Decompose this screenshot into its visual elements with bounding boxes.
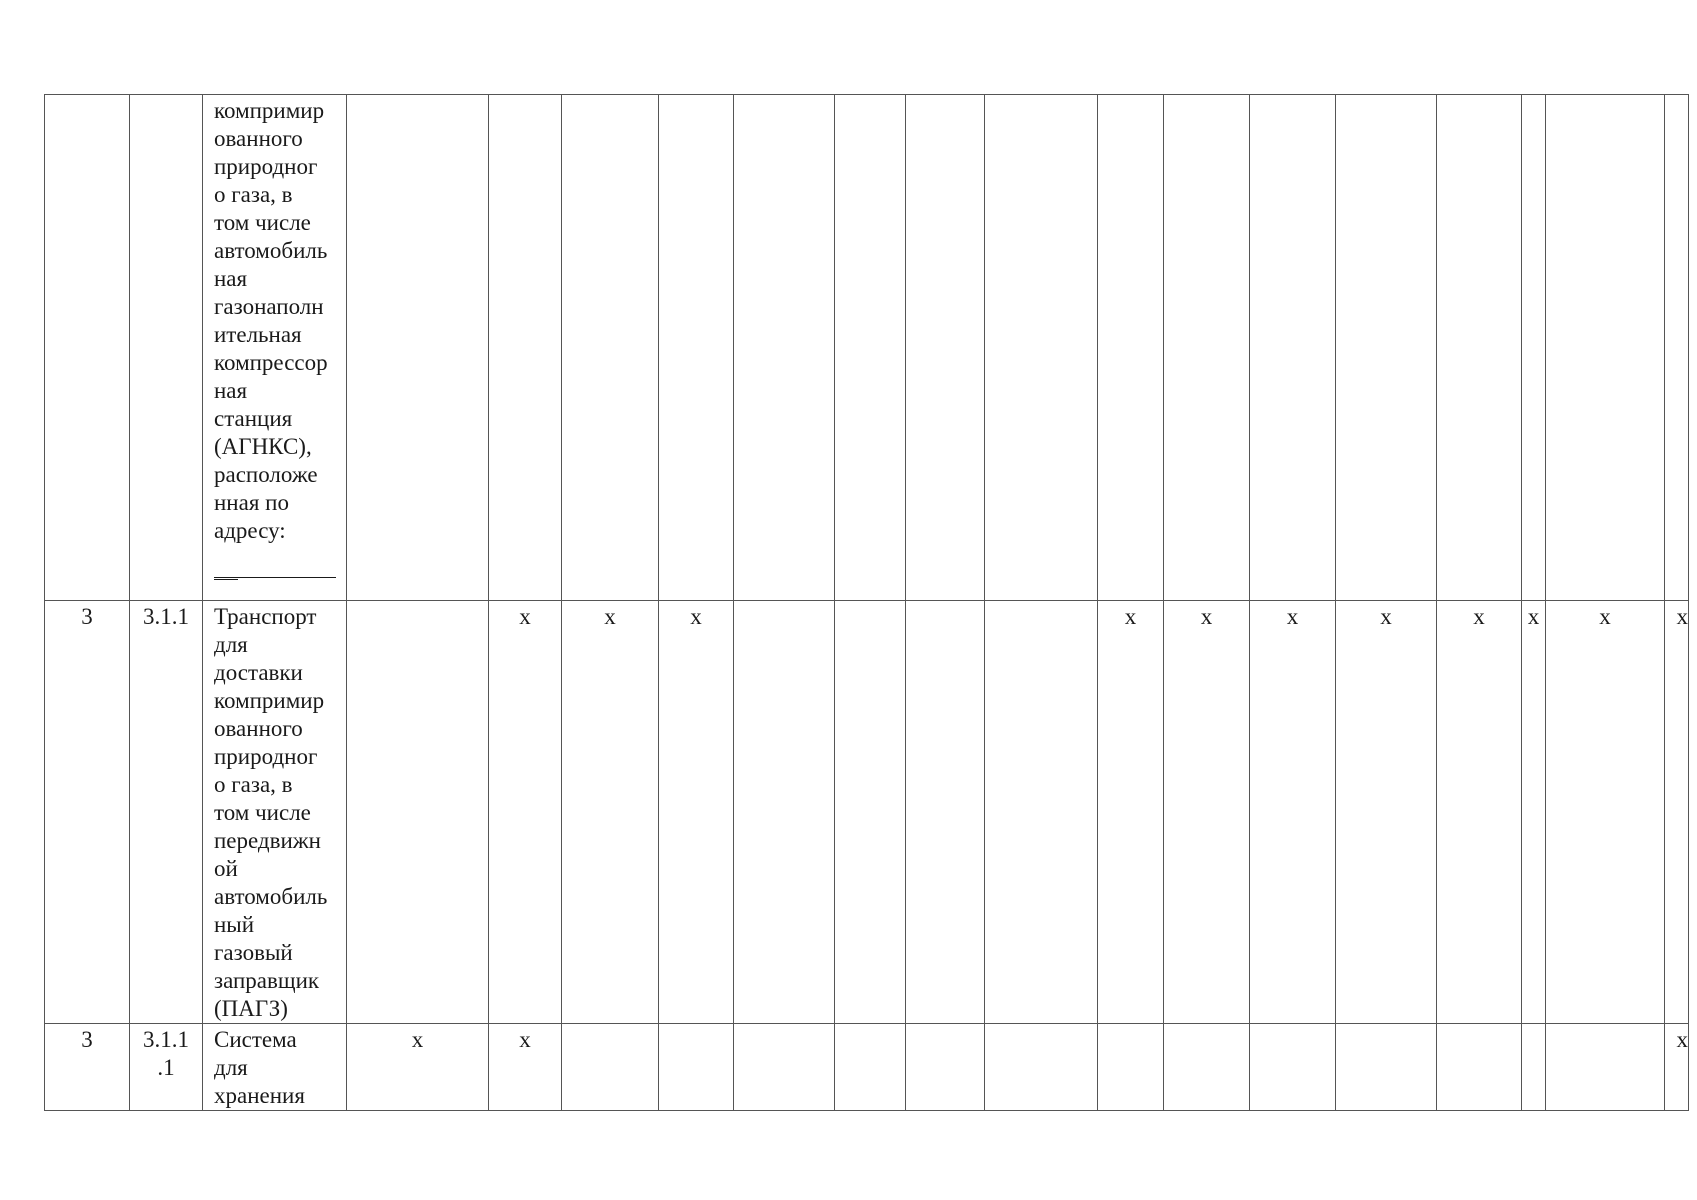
row-number-cell: 3	[45, 1024, 130, 1111]
mark-cell	[906, 601, 985, 1024]
mark-cell: x	[489, 601, 562, 1024]
mark-cell: x	[1164, 601, 1250, 1024]
table-row	[45, 95, 1689, 601]
name-line: передвижн	[214, 828, 321, 853]
name-line: для	[214, 632, 248, 657]
mark-cell: x	[562, 601, 659, 1024]
name-line: о газа, в	[214, 182, 293, 207]
name-line: том числе	[214, 210, 311, 235]
mark-cell	[1665, 95, 1689, 601]
name-line: компримир	[214, 688, 325, 713]
name-line: ная	[214, 378, 248, 403]
name-line: газовый	[214, 940, 293, 965]
document-table	[44, 94, 1689, 1111]
mark-cell	[835, 1024, 906, 1111]
name-line: газонаполн	[214, 294, 324, 319]
mark-cell: x	[1250, 601, 1336, 1024]
mark-cell	[1437, 1024, 1522, 1111]
mark-cell: x	[1665, 601, 1689, 1024]
mark-cell: x	[1098, 601, 1164, 1024]
mark-cell	[835, 95, 906, 601]
mark-cell	[659, 95, 734, 601]
mark-cell: x	[659, 601, 734, 1024]
mark-cell: x	[1437, 601, 1522, 1024]
row-code-cell	[130, 95, 203, 601]
mark-cell: x	[1336, 601, 1437, 1024]
mark-cell	[347, 95, 489, 601]
mark-cell	[734, 601, 835, 1024]
mark-cell: x	[1522, 601, 1546, 1024]
mark-cell	[562, 95, 659, 601]
row-number-cell	[45, 95, 130, 601]
mark-cell: x	[489, 1024, 562, 1111]
mark-cell	[489, 95, 562, 601]
code-line: .1	[157, 1055, 175, 1080]
name-line: автомобиль	[214, 238, 328, 263]
name-line: природног	[214, 744, 318, 769]
mark-cell	[1522, 1024, 1546, 1111]
name-line: природног	[214, 154, 318, 179]
mark-cell	[985, 1024, 1098, 1111]
row-code-cell	[130, 1024, 203, 1111]
name-line: ой	[214, 856, 238, 881]
mark-cell	[985, 601, 1098, 1024]
mark-cell: x	[1665, 1024, 1689, 1111]
mark-cell: x	[347, 1024, 489, 1111]
mark-cell	[659, 1024, 734, 1111]
name-line: о газа, в	[214, 772, 293, 797]
mark-cell	[906, 95, 985, 601]
name-line: ный	[214, 912, 255, 937]
mark-cell	[906, 1024, 985, 1111]
mark-cell	[1098, 95, 1164, 601]
name-line: расположе	[214, 462, 318, 487]
mark-cell	[734, 95, 835, 601]
name-line: компримир	[214, 98, 325, 123]
name-line: ованного	[214, 126, 303, 151]
row-code-cell: 3.1.1	[130, 601, 203, 1024]
mark-cell	[734, 1024, 835, 1111]
mark-cell	[562, 1024, 659, 1111]
mark-cell	[347, 601, 489, 1024]
name-line: (ПАГЗ)	[214, 996, 288, 1021]
row-name-cell	[203, 95, 347, 601]
table-row	[45, 601, 1689, 1024]
name-line: ованного	[214, 716, 303, 741]
mark-cell	[1522, 95, 1546, 601]
mark-cell: x	[1546, 601, 1665, 1024]
mark-cell	[1336, 95, 1437, 601]
name-line: адресу:	[214, 518, 286, 543]
name-line: хранения	[214, 1083, 305, 1108]
mark-cell	[1250, 95, 1336, 601]
name-line: станция	[214, 406, 293, 431]
row-number-cell: 3	[45, 601, 130, 1024]
address-blank-line-tail	[214, 578, 238, 580]
name-line: ительная	[214, 322, 302, 347]
mark-cell	[1437, 95, 1522, 601]
name-line: том числе	[214, 800, 311, 825]
mark-cell	[1250, 1024, 1336, 1111]
mark-cell	[1336, 1024, 1437, 1111]
name-line: ная	[214, 266, 248, 291]
mark-cell	[1164, 95, 1250, 601]
row-name-cell	[203, 601, 347, 1024]
name-line: доставки	[214, 660, 303, 685]
name-line: Система	[214, 1027, 297, 1052]
name-line: (АГНКС),	[214, 434, 312, 459]
mark-cell	[1098, 1024, 1164, 1111]
table-row	[45, 1024, 1689, 1111]
mark-cell	[1164, 1024, 1250, 1111]
name-line: Транспорт	[214, 604, 317, 629]
row-name-cell	[203, 1024, 347, 1111]
name-line: заправщик	[214, 968, 320, 993]
mark-cell	[985, 95, 1098, 601]
mark-cell	[1546, 95, 1665, 601]
mark-cell	[1546, 1024, 1665, 1111]
mark-cell	[835, 601, 906, 1024]
address-blank-line	[214, 555, 336, 578]
name-line: нная по	[214, 490, 289, 515]
name-line: автомобиль	[214, 884, 328, 909]
code-line: 3.1.1	[143, 1027, 189, 1052]
name-line: для	[214, 1055, 248, 1080]
name-line: компрессор	[214, 350, 328, 375]
